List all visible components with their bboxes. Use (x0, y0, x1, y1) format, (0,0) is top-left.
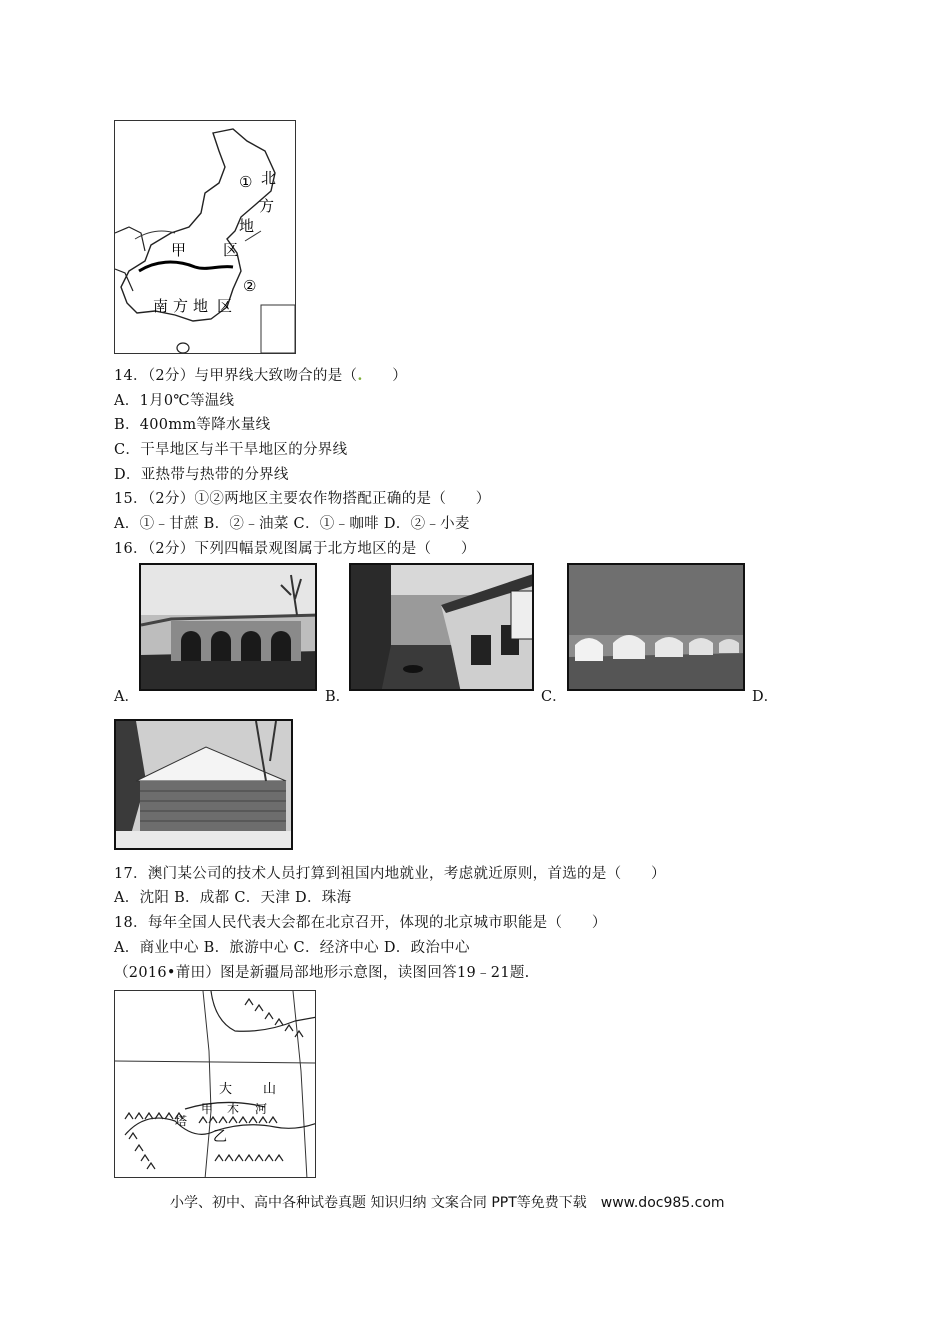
q18-options: A．商业中心 B．旅游中心 C．经济中心 D．政治中心 (114, 940, 470, 956)
q14-option-a: A．1月0℃等温线 (114, 393, 235, 409)
q16-label-b: B． (325, 689, 351, 705)
q14-stem-close: ） (362, 368, 408, 384)
map1-label: ① (239, 173, 253, 191)
landscape-photo-d (114, 719, 293, 850)
q15-stem: 15．（2分）①②两地区主要农作物搭配正确的是（ ） (114, 491, 491, 507)
map2-label: 河 (255, 1102, 268, 1116)
landscape-photo-c (567, 563, 745, 691)
map2-label: 山 (263, 1082, 277, 1097)
map1-label: 地 (193, 297, 209, 315)
map1-label: 区 (223, 241, 239, 259)
xinjiang-map-drawing (115, 991, 316, 1178)
q14-option-d: D．亚热带与热带的分界线 (114, 467, 289, 483)
map1-label: 甲 (171, 241, 187, 259)
q14-stem-text: 14．（2分）与甲界线大致吻合的是（ (114, 368, 358, 384)
map2-label: 塔 (175, 1114, 188, 1128)
map2-label: 木 (227, 1102, 240, 1116)
page-footer: 小学、初中、高中各种试卷真题 知识归纳 文案合同 PPT等免费下载 www.doc985.com (170, 1195, 725, 1211)
map1-label: 方 (259, 197, 275, 215)
china-map-drawing (115, 121, 296, 354)
xinjiang-map-figure (114, 990, 316, 1178)
landscape-photo-a (139, 563, 317, 691)
q14-stem (114, 366, 407, 386)
q17-options: A．沈阳 B．成都 C．天津 D．珠海 (114, 890, 352, 906)
section-intro: （2016•莆田）图是新疆局部地形示意图，读图回答19﹣21题. (114, 965, 530, 981)
landscape-photo-b (349, 563, 534, 691)
q18-stem: 18．每年全国人民代表大会都在北京召开，体现的北京城市职能是（ ） (114, 915, 607, 931)
map2-label: 乙 (213, 1129, 227, 1145)
map2-label: 大 (219, 1082, 233, 1097)
map1-label: 地 (239, 217, 255, 235)
q17-stem: 17．澳门某公司的技术人员打算到祖国内地就业，考虑就近原则，首选的是（ ） (114, 866, 666, 882)
q14-stem-dot: . (357, 367, 363, 384)
q16-label-a: A． (114, 689, 139, 705)
map1-label: 北 (261, 169, 277, 187)
china-map-figure (114, 120, 296, 354)
map1-label: 南 (153, 297, 169, 315)
map1-label: 方 (173, 297, 189, 315)
map2-label: 甲 (201, 1102, 214, 1116)
q14-option-c: C．干旱地区与半干旱地区的分界线 (114, 442, 348, 458)
q16-stem: 16．（2分）下列四幅景观图属于北方地区的是（ ） (114, 541, 476, 557)
map1-label: 区 (217, 297, 233, 315)
q14-option-b: B．400mm等降水量线 (114, 417, 271, 433)
q15-options: A．①﹣甘蔗 B．②﹣油菜 C．①﹣咖啡 D．②﹣小麦 (114, 516, 470, 532)
q16-label-d: D． (752, 689, 779, 705)
map1-label: ② (243, 277, 257, 295)
q16-label-c: C． (541, 689, 567, 705)
